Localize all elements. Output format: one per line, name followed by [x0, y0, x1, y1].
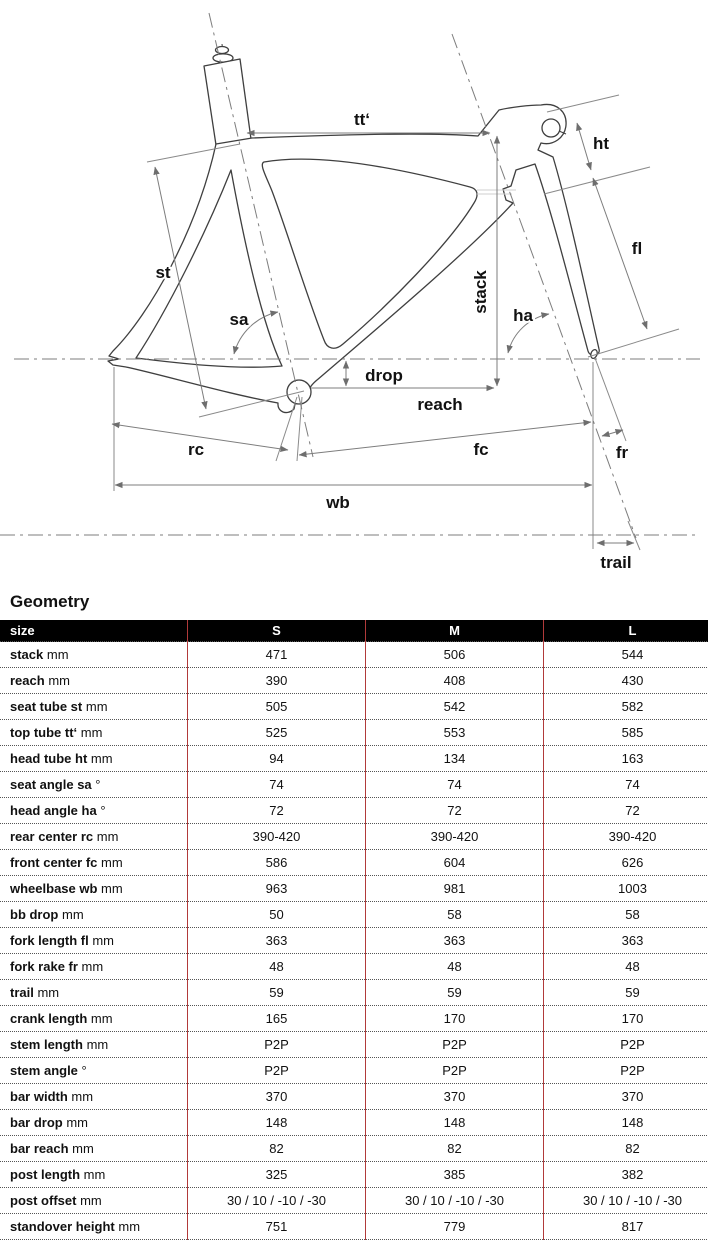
dim-label-fork-length: fl	[632, 239, 642, 258]
row-label: post length mm	[0, 1162, 188, 1188]
row-value: 58	[544, 902, 708, 928]
table-row	[0, 1032, 708, 1058]
table-row	[0, 746, 708, 772]
row-label: stack mm	[0, 642, 188, 668]
row-label: front center fc mm	[0, 850, 188, 876]
dim-label-stack: stack	[471, 270, 490, 314]
row-value: 751	[188, 1214, 366, 1240]
row-value: 163	[544, 746, 708, 772]
row-value: 471	[188, 642, 366, 668]
row-label: top tube tt‘ mm	[0, 720, 188, 746]
row-value: 626	[544, 850, 708, 876]
row-value: 553	[366, 720, 544, 746]
table-row	[0, 980, 708, 1006]
table-row	[0, 1084, 708, 1110]
row-value: 48	[544, 954, 708, 980]
row-value: 58	[366, 902, 544, 928]
stem-clamp-circle	[542, 119, 560, 137]
table-row	[0, 694, 708, 720]
bike-frame-drawing	[108, 44, 599, 413]
column-header-l: L	[544, 620, 708, 642]
row-label: rear center rc mm	[0, 824, 188, 850]
row-value: 165	[188, 1006, 366, 1032]
row-value: P2P	[544, 1058, 708, 1084]
dim-label-wheelbase: wb	[325, 493, 350, 512]
dim-label-seat-angle: sa	[230, 310, 249, 329]
row-value: 59	[188, 980, 366, 1006]
row-value: 604	[366, 850, 544, 876]
table-row	[0, 772, 708, 798]
row-value: 370	[188, 1084, 366, 1110]
row-value: 390	[188, 668, 366, 694]
row-value: 74	[366, 772, 544, 798]
row-value: 82	[366, 1136, 544, 1162]
section-title: Geometry	[10, 592, 708, 612]
dim-front-center	[299, 422, 591, 455]
row-label: trail mm	[0, 980, 188, 1006]
row-value: 542	[366, 694, 544, 720]
row-label: fork length fl mm	[0, 928, 188, 954]
row-value: P2P	[188, 1058, 366, 1084]
row-value: 59	[366, 980, 544, 1006]
table-row	[0, 1136, 708, 1162]
row-value: 82	[544, 1136, 708, 1162]
row-value: 74	[544, 772, 708, 798]
row-value: 779	[366, 1214, 544, 1240]
row-value: 48	[366, 954, 544, 980]
row-value: 170	[544, 1006, 708, 1032]
row-value: 48	[188, 954, 366, 980]
table-row	[0, 824, 708, 850]
row-value: 148	[544, 1110, 708, 1136]
row-value: 1003	[544, 876, 708, 902]
row-value: P2P	[544, 1032, 708, 1058]
row-label: seat angle sa °	[0, 772, 188, 798]
row-value: 72	[544, 798, 708, 824]
row-value: 585	[544, 720, 708, 746]
dim-label-front-center: fc	[473, 440, 488, 459]
row-value: 363	[366, 928, 544, 954]
row-value: 505	[188, 694, 366, 720]
row-value: 544	[544, 642, 708, 668]
row-value: 30 / 10 / -10 / -30	[544, 1188, 708, 1214]
dim-fork-rake	[602, 430, 623, 436]
table-header-row	[0, 620, 708, 642]
dim-label-drop: drop	[365, 366, 403, 385]
row-value: 370	[366, 1084, 544, 1110]
row-value: 390-420	[366, 824, 544, 850]
row-value: 363	[544, 928, 708, 954]
row-value: 72	[188, 798, 366, 824]
row-label: bb drop mm	[0, 902, 188, 928]
row-value: 981	[366, 876, 544, 902]
row-value: 30 / 10 / -10 / -30	[188, 1188, 366, 1214]
row-value: 74	[188, 772, 366, 798]
row-value: 390-420	[544, 824, 708, 850]
table-row	[0, 928, 708, 954]
row-value: P2P	[366, 1058, 544, 1084]
table-row	[0, 1162, 708, 1188]
row-label: fork rake fr mm	[0, 954, 188, 980]
row-value: 582	[544, 694, 708, 720]
row-value: 30 / 10 / -10 / -30	[366, 1188, 544, 1214]
row-value: 385	[366, 1162, 544, 1188]
table-row	[0, 1110, 708, 1136]
row-value: 817	[544, 1214, 708, 1240]
table-row	[0, 720, 708, 746]
dim-head-tube	[577, 123, 591, 170]
row-value: 148	[188, 1110, 366, 1136]
row-label: bar reach mm	[0, 1136, 188, 1162]
column-header-m: M	[366, 620, 544, 642]
row-value: 325	[188, 1162, 366, 1188]
dim-label-fork-rake: fr	[616, 443, 629, 462]
row-value: 963	[188, 876, 366, 902]
seatpost-clamp-bolt	[213, 44, 233, 63]
table-row	[0, 850, 708, 876]
row-value: 390-420	[188, 824, 366, 850]
row-value: 382	[544, 1162, 708, 1188]
table-row	[0, 1188, 708, 1214]
row-value: P2P	[366, 1032, 544, 1058]
table-row	[0, 954, 708, 980]
row-label: crank length mm	[0, 1006, 188, 1032]
table-row	[0, 668, 708, 694]
table-row	[0, 1058, 708, 1084]
row-value: 72	[366, 798, 544, 824]
row-value: P2P	[188, 1032, 366, 1058]
column-header-s: S	[188, 620, 366, 642]
row-label: post offset mm	[0, 1188, 188, 1214]
row-label: bar width mm	[0, 1084, 188, 1110]
dim-label-head-tube: ht	[593, 134, 609, 153]
dim-label-reach: reach	[417, 395, 462, 414]
geometry-table	[0, 620, 708, 1240]
row-value: 408	[366, 668, 544, 694]
table-row	[0, 642, 708, 668]
row-label: standover height mm	[0, 1214, 188, 1240]
row-label: reach mm	[0, 668, 188, 694]
row-value: 59	[544, 980, 708, 1006]
dim-label-rear-center: rc	[188, 440, 204, 459]
row-label: bar drop mm	[0, 1110, 188, 1136]
row-value: 148	[366, 1110, 544, 1136]
table-row	[0, 902, 708, 928]
row-value: 363	[188, 928, 366, 954]
row-label: stem angle °	[0, 1058, 188, 1084]
row-value: 82	[188, 1136, 366, 1162]
dim-label-trail: trail	[600, 553, 631, 572]
row-label: stem length mm	[0, 1032, 188, 1058]
row-value: 525	[188, 720, 366, 746]
row-value: 506	[366, 642, 544, 668]
dim-label-top-tube: tt‘	[354, 110, 370, 129]
geometry-diagram	[0, 0, 708, 580]
row-value: 586	[188, 850, 366, 876]
dim-label-seat-tube: st	[155, 263, 170, 282]
row-label: seat tube st mm	[0, 694, 188, 720]
row-value: 134	[366, 746, 544, 772]
row-label: head tube ht mm	[0, 746, 188, 772]
row-value: 370	[544, 1084, 708, 1110]
row-label: head angle ha °	[0, 798, 188, 824]
row-value: 170	[366, 1006, 544, 1032]
dim-label-head-angle: ha	[513, 306, 533, 325]
column-header-size: size	[0, 620, 188, 642]
table-row	[0, 1006, 708, 1032]
row-value: 94	[188, 746, 366, 772]
row-value: 430	[544, 668, 708, 694]
row-label: wheelbase wb mm	[0, 876, 188, 902]
table-row	[0, 1214, 708, 1240]
table-row	[0, 876, 708, 902]
table-row	[0, 798, 708, 824]
row-value: 50	[188, 902, 366, 928]
seatpost	[204, 59, 251, 145]
